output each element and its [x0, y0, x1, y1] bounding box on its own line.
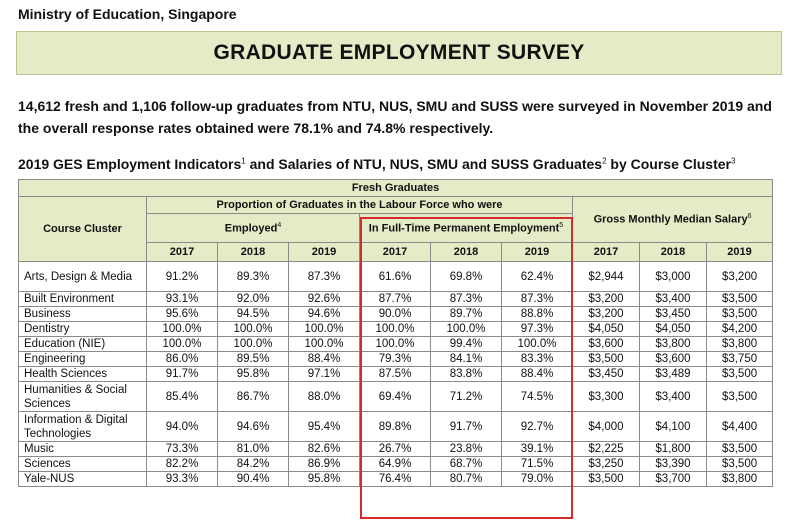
employed-rate-cell: 95.8%: [218, 367, 289, 382]
employed-rate-cell: 94.6%: [289, 307, 360, 322]
employed-rate-cell: 94.5%: [218, 307, 289, 322]
salary-cell: $3,000: [640, 262, 707, 292]
ministry-heading: Ministry of Education, Singapore: [18, 6, 237, 22]
employed-rate-cell: 100.0%: [218, 337, 289, 352]
salary-cell: $4,050: [573, 322, 640, 337]
employed-rate-cell: 86.9%: [289, 457, 360, 472]
salary-cell: $3,500: [707, 457, 773, 472]
fulltime-rate-cell: 64.9%: [360, 457, 431, 472]
salary-cell: $3,250: [573, 457, 640, 472]
employed-rate-cell: 89.5%: [218, 352, 289, 367]
employed-rate-cell: 92.6%: [289, 292, 360, 307]
salary-cell: $4,200: [707, 322, 773, 337]
footnote-marker: 4: [277, 221, 282, 229]
fulltime-rate-cell: 83.8%: [431, 367, 502, 382]
salary-cell: $3,450: [640, 307, 707, 322]
employed-rate-cell: 82.2%: [147, 457, 218, 472]
table-row: [19, 292, 773, 307]
course-cluster-cell: Built Environment: [19, 292, 147, 307]
year-header: 2018: [640, 243, 707, 262]
employed-rate-cell: 95.4%: [289, 412, 360, 442]
salary-cell: $3,700: [640, 472, 707, 487]
employed-rate-cell: 100.0%: [147, 322, 218, 337]
table-row: [19, 322, 773, 337]
table-row: [19, 472, 773, 487]
salary-cell: $3,500: [707, 382, 773, 412]
course-cluster-cell: Arts, Design & Media: [19, 262, 147, 292]
header-fresh-graduates: Fresh Graduates: [19, 180, 773, 197]
employed-rate-cell: 86.7%: [218, 382, 289, 412]
salary-cell: $3,500: [707, 292, 773, 307]
employed-rate-cell: 93.1%: [147, 292, 218, 307]
fulltime-rate-cell: 74.5%: [502, 382, 573, 412]
employed-rate-cell: 100.0%: [218, 322, 289, 337]
salary-cell: $3,450: [573, 367, 640, 382]
fulltime-rate-cell: 61.6%: [360, 262, 431, 292]
employed-rate-cell: 97.1%: [289, 367, 360, 382]
employed-rate-cell: 94.0%: [147, 412, 218, 442]
employed-rate-cell: 88.4%: [289, 352, 360, 367]
table-row: [19, 367, 773, 382]
employed-rate-cell: 89.3%: [218, 262, 289, 292]
employed-rate-cell: 100.0%: [289, 322, 360, 337]
table-row: [19, 457, 773, 472]
salary-cell: $3,300: [573, 382, 640, 412]
year-header: 2017: [573, 243, 640, 262]
subtitle-part-2: and Salaries of NTU, NUS, SMU and SUSS Graduates: [245, 156, 603, 172]
employed-rate-cell: 88.0%: [289, 382, 360, 412]
employed-rate-cell: 85.4%: [147, 382, 218, 412]
year-header: 2018: [218, 243, 289, 262]
salary-cell: $2,944: [573, 262, 640, 292]
header-course-cluster: Course Cluster: [19, 197, 147, 262]
salary-cell: $3,390: [640, 457, 707, 472]
header-salary: [573, 197, 773, 243]
employed-rate-cell: 81.0%: [218, 442, 289, 457]
employed-rate-cell: 93.3%: [147, 472, 218, 487]
salary-cell: $3,200: [707, 262, 773, 292]
fulltime-rate-cell: 69.8%: [431, 262, 502, 292]
fulltime-rate-cell: 100.0%: [502, 337, 573, 352]
salary-cell: $2,225: [573, 442, 640, 457]
fulltime-rate-cell: 79.0%: [502, 472, 573, 487]
fulltime-rate-cell: 79.3%: [360, 352, 431, 367]
salary-cell: $3,500: [707, 307, 773, 322]
salary-cell: $4,000: [573, 412, 640, 442]
header-salary-label: Gross Monthly Median Salary: [593, 213, 748, 226]
employed-rate-cell: 73.3%: [147, 442, 218, 457]
fulltime-rate-cell: 69.4%: [360, 382, 431, 412]
employed-rate-cell: 82.6%: [289, 442, 360, 457]
employment-table: [18, 179, 773, 487]
header-employed: [147, 214, 360, 243]
year-header: 2019: [502, 243, 573, 262]
salary-cell: $3,489: [640, 367, 707, 382]
employed-rate-cell: 90.4%: [218, 472, 289, 487]
subtitle-part-1: 2019 GES Employment Indicators: [18, 156, 242, 172]
table-subtitle: [18, 156, 735, 172]
fulltime-rate-cell: 71.2%: [431, 382, 502, 412]
fulltime-rate-cell: 87.7%: [360, 292, 431, 307]
fulltime-rate-cell: 97.3%: [502, 322, 573, 337]
fulltime-rate-cell: 90.0%: [360, 307, 431, 322]
employed-rate-cell: 92.0%: [218, 292, 289, 307]
salary-cell: $3,500: [573, 352, 640, 367]
footnote-marker: 2: [602, 156, 607, 166]
course-cluster-cell: Humanities & Social Sciences: [19, 382, 147, 412]
employed-rate-cell: 100.0%: [289, 337, 360, 352]
table-row: [19, 262, 773, 292]
fulltime-rate-cell: 71.5%: [502, 457, 573, 472]
fulltime-rate-cell: 88.8%: [502, 307, 573, 322]
course-cluster-cell: Engineering: [19, 352, 147, 367]
salary-cell: $3,500: [707, 367, 773, 382]
salary-cell: $3,200: [573, 307, 640, 322]
course-cluster-cell: Yale-NUS: [19, 472, 147, 487]
salary-cell: $3,400: [640, 292, 707, 307]
salary-cell: $3,600: [573, 337, 640, 352]
header-employed-label: Employed: [224, 222, 278, 235]
salary-cell: $4,400: [707, 412, 773, 442]
salary-cell: $3,500: [573, 472, 640, 487]
fulltime-rate-cell: 100.0%: [360, 322, 431, 337]
fulltime-rate-cell: 39.1%: [502, 442, 573, 457]
course-cluster-cell: Health Sciences: [19, 367, 147, 382]
table-row: [19, 412, 773, 442]
salary-cell: $4,050: [640, 322, 707, 337]
employed-rate-cell: 87.3%: [289, 262, 360, 292]
year-header: 2019: [289, 243, 360, 262]
employed-rate-cell: 100.0%: [147, 337, 218, 352]
employed-rate-cell: 86.0%: [147, 352, 218, 367]
fulltime-rate-cell: 83.3%: [502, 352, 573, 367]
salary-cell: $3,500: [707, 442, 773, 457]
fulltime-rate-cell: 89.7%: [431, 307, 502, 322]
header-fulltime: [360, 214, 573, 243]
footnote-marker: 3: [731, 156, 736, 166]
fulltime-rate-cell: 99.4%: [431, 337, 502, 352]
intro-paragraph: 14,612 fresh and 1,106 follow-up graduates from NTU, NUS, SMU and SUSS were surveyed in November 2019 and the overall response rates obtained were 78.1% and 74.8% respectively.: [18, 98, 772, 136]
salary-cell: $3,800: [707, 337, 773, 352]
footnote-marker: 1: [241, 156, 246, 166]
course-cluster-cell: Dentistry: [19, 322, 147, 337]
course-cluster-cell: Music: [19, 442, 147, 457]
fulltime-rate-cell: 76.4%: [360, 472, 431, 487]
fulltime-rate-cell: 84.1%: [431, 352, 502, 367]
employed-rate-cell: 95.6%: [147, 307, 218, 322]
table-body: [19, 262, 773, 487]
course-cluster-cell: Business: [19, 307, 147, 322]
table-row: [19, 442, 773, 457]
fulltime-rate-cell: 26.7%: [360, 442, 431, 457]
salary-cell: $3,800: [707, 472, 773, 487]
fulltime-rate-cell: 23.8%: [431, 442, 502, 457]
fulltime-rate-cell: 87.3%: [502, 292, 573, 307]
fulltime-rate-cell: 88.4%: [502, 367, 573, 382]
employed-rate-cell: 91.7%: [147, 367, 218, 382]
fulltime-rate-cell: 80.7%: [431, 472, 502, 487]
fulltime-rate-cell: 62.4%: [502, 262, 573, 292]
employed-rate-cell: 94.6%: [218, 412, 289, 442]
course-cluster-cell: Sciences: [19, 457, 147, 472]
year-header: 2017: [147, 243, 218, 262]
employed-rate-cell: 91.2%: [147, 262, 218, 292]
footnote-marker: 6: [747, 213, 752, 221]
table-row: [19, 352, 773, 367]
salary-cell: $4,100: [640, 412, 707, 442]
fulltime-rate-cell: 68.7%: [431, 457, 502, 472]
course-cluster-cell: Information & Digital Technologies: [19, 412, 147, 442]
header-proportion: Proportion of Graduates in the Labour Force who were: [147, 197, 573, 214]
fulltime-rate-cell: 100.0%: [360, 337, 431, 352]
course-cluster-cell: Education (NIE): [19, 337, 147, 352]
year-header: 2019: [707, 243, 773, 262]
salary-cell: $3,750: [707, 352, 773, 367]
year-header: 2017: [360, 243, 431, 262]
table-row: [19, 307, 773, 322]
year-header: 2018: [431, 243, 502, 262]
salary-cell: $3,200: [573, 292, 640, 307]
employed-rate-cell: 95.8%: [289, 472, 360, 487]
salary-cell: $3,600: [640, 352, 707, 367]
fulltime-rate-cell: 92.7%: [502, 412, 573, 442]
footnote-marker: 5: [559, 221, 564, 229]
salary-cell: $1,800: [640, 442, 707, 457]
survey-title-banner: GRADUATE EMPLOYMENT SURVEY: [16, 31, 782, 75]
salary-cell: $3,800: [640, 337, 707, 352]
table-row: [19, 382, 773, 412]
fulltime-rate-cell: 91.7%: [431, 412, 502, 442]
employed-rate-cell: 84.2%: [218, 457, 289, 472]
subtitle-part-3: by Course Cluster: [606, 156, 731, 172]
table-row: [19, 337, 773, 352]
salary-cell: $3,400: [640, 382, 707, 412]
fulltime-rate-cell: 89.8%: [360, 412, 431, 442]
fulltime-rate-cell: 100.0%: [431, 322, 502, 337]
fulltime-rate-cell: 87.5%: [360, 367, 431, 382]
header-fulltime-label: In Full-Time Permanent Employment: [368, 222, 560, 235]
fulltime-rate-cell: 87.3%: [431, 292, 502, 307]
